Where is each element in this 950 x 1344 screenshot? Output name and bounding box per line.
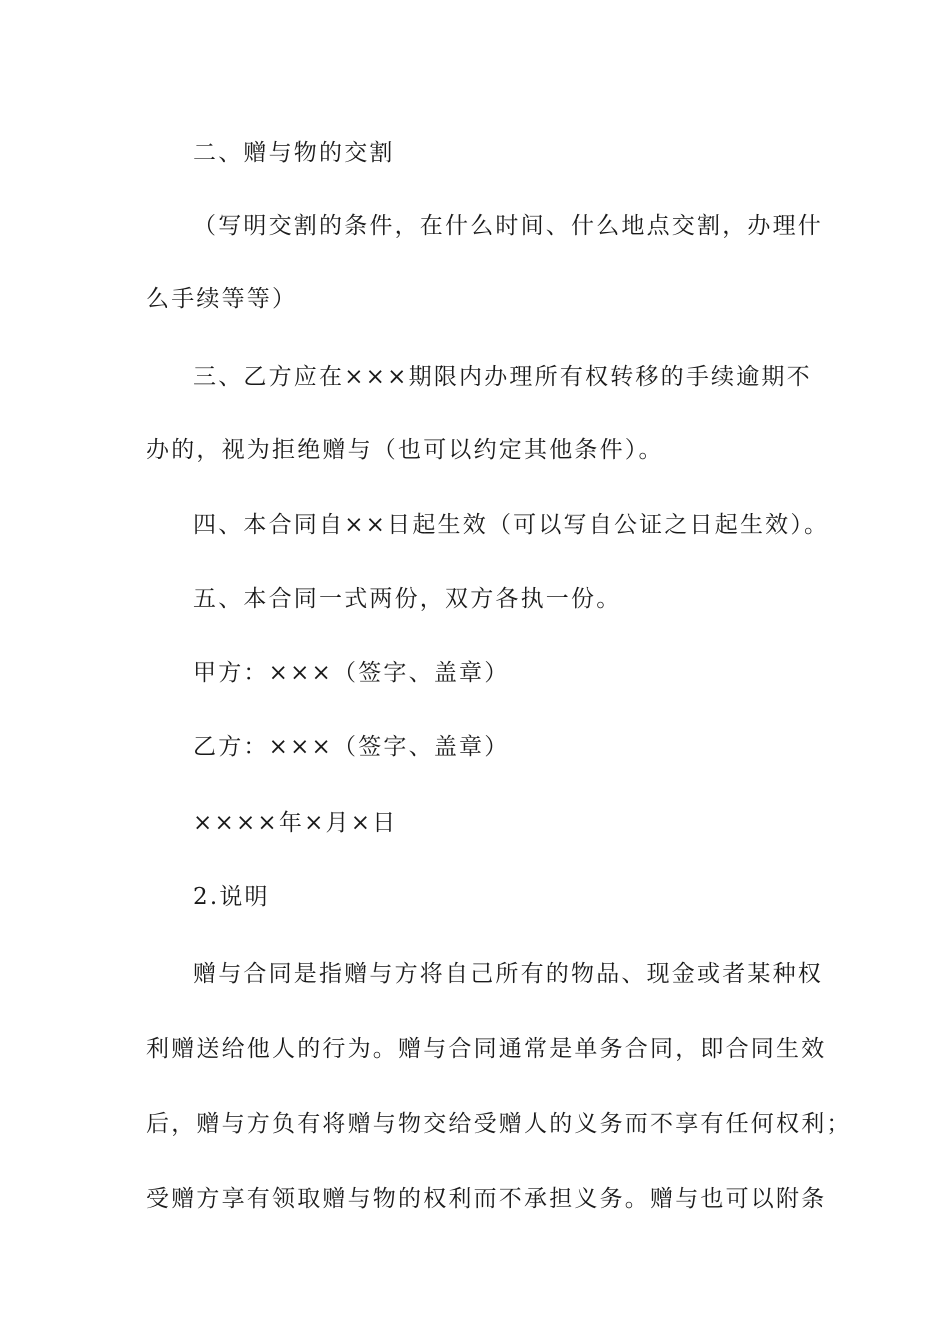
explanation-line3: 后，赠与方负有将赠与物交给受赠人的义务而不享有任何权利； <box>146 1111 852 1137</box>
contract-date: ××××年×月×日 <box>193 810 398 836</box>
section2-body-line2: 么手续等等） <box>146 286 298 312</box>
section2-heading: 二、赠与物的交割 <box>193 140 395 166</box>
section4-text: 四、本合同自××日起生效（可以写自公证之日起生效）。 <box>193 512 830 538</box>
section5-text: 五、本合同一式两份，双方各执一份。 <box>193 586 622 612</box>
explanation-heading: 2.说明 <box>193 884 270 910</box>
section3-line1: 三、乙方应在×××期限内办理所有权转移的手续逾期不 <box>193 364 812 390</box>
party-b-signature: 乙方：×××（签字、盖章） <box>193 734 510 760</box>
party-a-signature: 甲方：×××（签字、盖章） <box>193 660 510 686</box>
section2-body-line1: （写明交割的条件，在什么时间、什么地点交割，办理什 <box>193 213 823 239</box>
explanation-line1: 赠与合同是指赠与方将自己所有的物品、现金或者某种权 <box>193 961 823 987</box>
section3-line2: 办的，视为拒绝赠与（也可以约定其他条件）。 <box>146 437 664 463</box>
explanation-line4: 受赠方享有领取赠与物的权利而不承担义务。赠与也可以附条 <box>146 1186 827 1212</box>
explanation-line2: 利赠送给他人的行为。赠与合同通常是单务合同，即合同生效 <box>146 1036 827 1062</box>
